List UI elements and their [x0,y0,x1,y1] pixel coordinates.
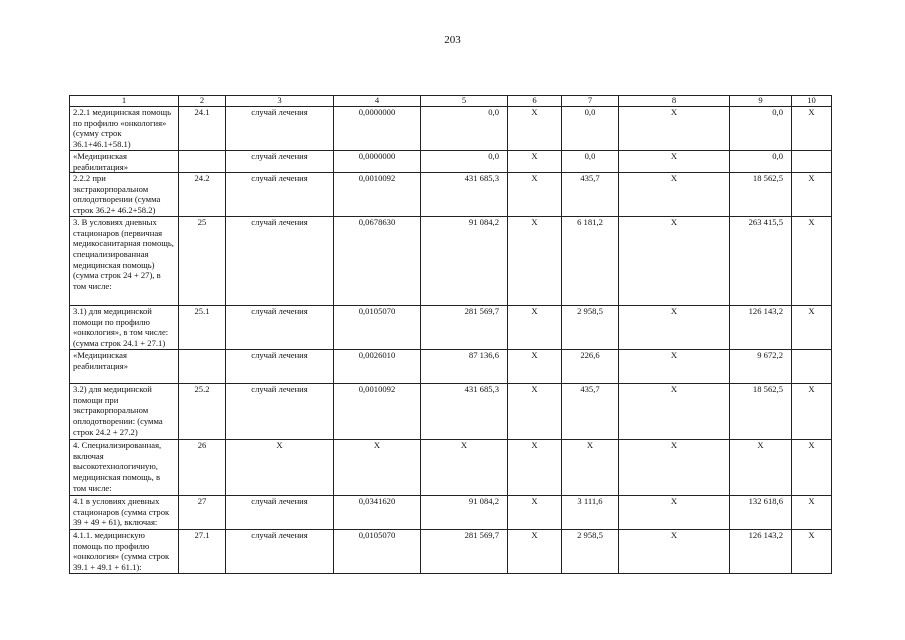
value-cell: 91 084,2 [421,217,508,306]
row-label-cell: 3.2) для медицинской помощи при экстракорпоральном оплодотворении: (сумма строк 24.2 + 27.2) [70,384,179,440]
value-cell: X [619,217,730,306]
value-cell: X [619,350,730,384]
row-label-cell: 3. В условиях дневных стационаров (первичная медикосанитарная помощь, специализированная медицинская помощь) (сумма строк 24 + 27), в том числе: [70,217,179,306]
value-cell: 126 143,2 [730,530,792,574]
value-cell: 0,0010092 [334,173,421,217]
value-cell: 9 672,2 [730,350,792,384]
value-cell: 3 111,6 [562,496,619,530]
value-cell: X [792,496,832,530]
value-cell: X [508,384,562,440]
row-number-cell: 25 [179,217,226,306]
value-cell: X [792,384,832,440]
unit-cell: X [226,440,334,496]
value-cell: X [619,496,730,530]
value-cell: X [508,107,562,151]
value-cell: 132 618,6 [730,496,792,530]
value-cell: 2 958,5 [562,530,619,574]
value-cell: X [619,306,730,350]
value-cell: 0,0000000 [334,107,421,151]
value-cell: X [619,151,730,173]
value-cell: X [619,384,730,440]
value-cell: X [619,530,730,574]
row-number-cell: 25.2 [179,384,226,440]
value-cell: X [792,306,832,350]
table-row [70,151,832,173]
value-cell: 126 143,2 [730,306,792,350]
unit-cell: случай лечения [226,306,334,350]
value-cell: 0,0 [421,151,508,173]
value-cell: 18 562,5 [730,173,792,217]
value-cell: 0,0010092 [334,384,421,440]
value-cell: 281 569,7 [421,530,508,574]
table-row [70,384,832,440]
table-header-row [70,96,832,107]
value-cell: 281 569,7 [421,306,508,350]
value-cell: X [792,173,832,217]
row-label-cell: 2.2.2 при экстракорпоральном оплодотворении (сумма строк 36.2+ 46.2+58.2) [70,173,179,217]
row-number-cell [179,151,226,173]
row-number-cell: 25.1 [179,306,226,350]
table-row [70,496,832,530]
row-number-cell: 24.1 [179,107,226,151]
value-cell: X [619,440,730,496]
page-number: 203 [444,34,461,46]
table-row [70,173,832,217]
value-cell: 0,0 [730,107,792,151]
value-cell: X [792,530,832,574]
table-row [70,530,832,574]
value-cell: 0,0105070 [334,306,421,350]
value-cell: X [562,440,619,496]
row-label-cell: 3.1) для медицинской помощи по профилю «онкология», в том числе: (сумма строк 24.1 + 27.1) [70,306,179,350]
row-number-cell [179,350,226,384]
value-cell: 0,0000000 [334,151,421,173]
row-number-cell: 26 [179,440,226,496]
value-cell: 435,7 [562,173,619,217]
value-cell: 0,0678630 [334,217,421,306]
value-cell: X [421,440,508,496]
value-cell: X [508,217,562,306]
row-label-cell: 4. Специализированная, включая высокотехнологичную, медицинская помощь, в том числе: [70,440,179,496]
table-row [70,306,832,350]
value-cell: X [508,496,562,530]
table-row [70,440,832,496]
value-cell: 18 562,5 [730,384,792,440]
value-cell: X [508,151,562,173]
row-label-cell: «Медицинская реабилитация» [70,350,179,384]
table-row [70,217,832,306]
column-header: 7 [562,96,619,107]
value-cell: X [334,440,421,496]
value-cell: X [508,440,562,496]
value-cell: X [792,217,832,306]
unit-cell: случай лечения [226,173,334,217]
value-cell: X [792,107,832,151]
column-header: 6 [508,96,562,107]
value-cell: X [730,440,792,496]
unit-cell: случай лечения [226,350,334,384]
value-cell: 226,6 [562,350,619,384]
unit-cell: случай лечения [226,107,334,151]
value-cell: 0,0026010 [334,350,421,384]
value-cell: 0,0105070 [334,530,421,574]
column-header: 9 [730,96,792,107]
row-label-cell: «Медицинская реабилитация» [70,151,179,173]
unit-cell: случай лечения [226,217,334,306]
value-cell: 2 958,5 [562,306,619,350]
row-label-cell: 4.1.1. медицинскую помощь по профилю «онкология» (сумма строк 39.1 + 49.1 + 61.1): [70,530,179,574]
value-cell: X [508,530,562,574]
row-number-cell: 27.1 [179,530,226,574]
value-cell: X [508,350,562,384]
value-cell: 0,0 [562,107,619,151]
unit-cell: случай лечения [226,530,334,574]
value-cell: 431 685,3 [421,173,508,217]
value-cell: 0,0 [421,107,508,151]
value-cell: 87 136,6 [421,350,508,384]
value-cell [792,151,832,173]
column-header: 3 [226,96,334,107]
column-header: 5 [421,96,508,107]
value-cell: 6 181,2 [562,217,619,306]
column-header: 8 [619,96,730,107]
value-cell: X [792,440,832,496]
column-header: 10 [792,96,832,107]
value-cell [792,350,832,384]
value-cell: X [508,306,562,350]
value-cell: 0,0341620 [334,496,421,530]
value-cell: X [619,173,730,217]
table-row [70,107,832,151]
data-table [69,95,832,574]
value-cell: X [508,173,562,217]
value-cell: 431 685,3 [421,384,508,440]
column-header: 1 [70,96,179,107]
value-cell: 435,7 [562,384,619,440]
table-row [70,350,832,384]
row-label-cell: 4.1 в условиях дневных стационаров (сумма строк 39 + 49 + 61), включая: [70,496,179,530]
column-header: 2 [179,96,226,107]
row-number-cell: 27 [179,496,226,530]
value-cell: 0,0 [730,151,792,173]
row-number-cell: 24.2 [179,173,226,217]
unit-cell: случай лечения [226,496,334,530]
value-cell: 263 415,5 [730,217,792,306]
value-cell: 0,0 [562,151,619,173]
value-cell: X [619,107,730,151]
unit-cell: случай лечения [226,151,334,173]
value-cell: 91 084,2 [421,496,508,530]
column-header: 4 [334,96,421,107]
unit-cell: случай лечения [226,384,334,440]
row-label-cell: 2.2.1 медицинская помощь по профилю «онкология» (сумму строк 36.1+46.1+58.1) [70,107,179,151]
